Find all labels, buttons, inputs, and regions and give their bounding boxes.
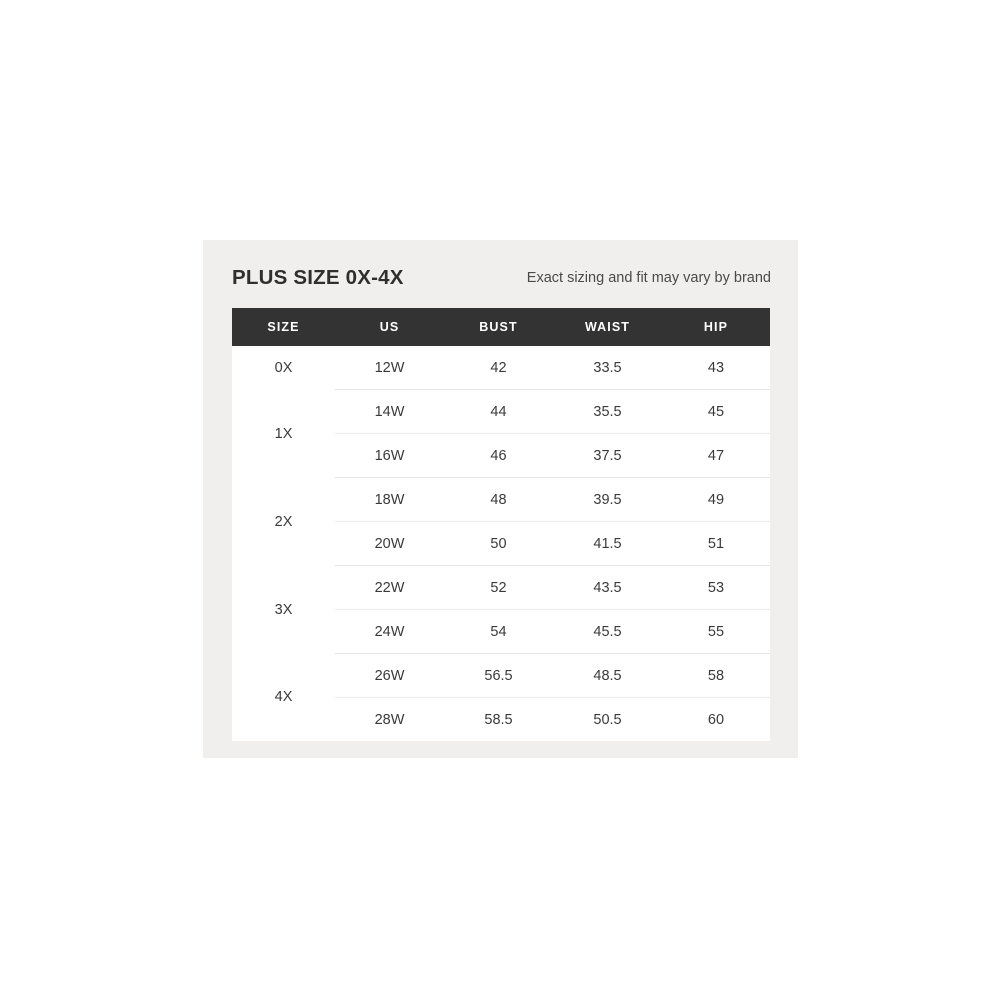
cell-bust: 46: [444, 434, 553, 478]
cell-hip: 43: [662, 346, 770, 390]
column-header-us: US: [335, 308, 444, 346]
table-row: [232, 390, 770, 434]
cell-hip: 55: [662, 610, 770, 654]
page-title: PLUS SIZE 0X-4X: [232, 266, 404, 289]
cell-waist: 50.5: [553, 698, 662, 742]
cell-hip: 47: [662, 434, 770, 478]
table-row: [232, 346, 770, 390]
cell-us: 26W: [335, 654, 444, 698]
cell-hip: 60: [662, 698, 770, 742]
cell-waist: 35.5: [553, 390, 662, 434]
size-chart-table: [232, 308, 770, 742]
cell-waist: 48.5: [553, 654, 662, 698]
card-header: [203, 240, 798, 308]
cell-bust: 52: [444, 566, 553, 610]
cell-bust: 50: [444, 522, 553, 566]
cell-us: 20W: [335, 522, 444, 566]
cell-us: 14W: [335, 390, 444, 434]
cell-bust: 56.5: [444, 654, 553, 698]
cell-waist: 41.5: [553, 522, 662, 566]
cell-us: 24W: [335, 610, 444, 654]
cell-hip: 45: [662, 390, 770, 434]
cell-hip: 51: [662, 522, 770, 566]
cell-bust: 48: [444, 478, 553, 522]
column-header-waist: WAIST: [553, 308, 662, 346]
cell-size: 4X: [232, 654, 335, 742]
cell-hip: 49: [662, 478, 770, 522]
table-row: [232, 566, 770, 610]
cell-waist: 45.5: [553, 610, 662, 654]
cell-size: 0X: [232, 346, 335, 390]
table-row: [232, 654, 770, 698]
table-header: [232, 308, 770, 346]
cell-size: 1X: [232, 390, 335, 478]
table-row: [232, 478, 770, 522]
cell-hip: 58: [662, 654, 770, 698]
cell-bust: 58.5: [444, 698, 553, 742]
cell-waist: 37.5: [553, 434, 662, 478]
cell-size: 3X: [232, 566, 335, 654]
cell-waist: 43.5: [553, 566, 662, 610]
cell-us: 28W: [335, 698, 444, 742]
table-header-row: [232, 308, 770, 346]
cell-waist: 39.5: [553, 478, 662, 522]
cell-us: 16W: [335, 434, 444, 478]
cell-us: 22W: [335, 566, 444, 610]
sizing-disclaimer: Exact sizing and fit may vary by brand: [526, 270, 771, 286]
cell-size: 2X: [232, 478, 335, 566]
column-header-size: SIZE: [232, 308, 335, 346]
cell-us: 12W: [335, 346, 444, 390]
cell-bust: 54: [444, 610, 553, 654]
cell-hip: 53: [662, 566, 770, 610]
column-header-hip: HIP: [662, 308, 770, 346]
cell-bust: 42: [444, 346, 553, 390]
cell-waist: 33.5: [553, 346, 662, 390]
column-header-bust: BUST: [444, 308, 553, 346]
cell-bust: 44: [444, 390, 553, 434]
cell-us: 18W: [335, 478, 444, 522]
table-body: [232, 346, 770, 741]
size-chart-card: [203, 240, 798, 758]
